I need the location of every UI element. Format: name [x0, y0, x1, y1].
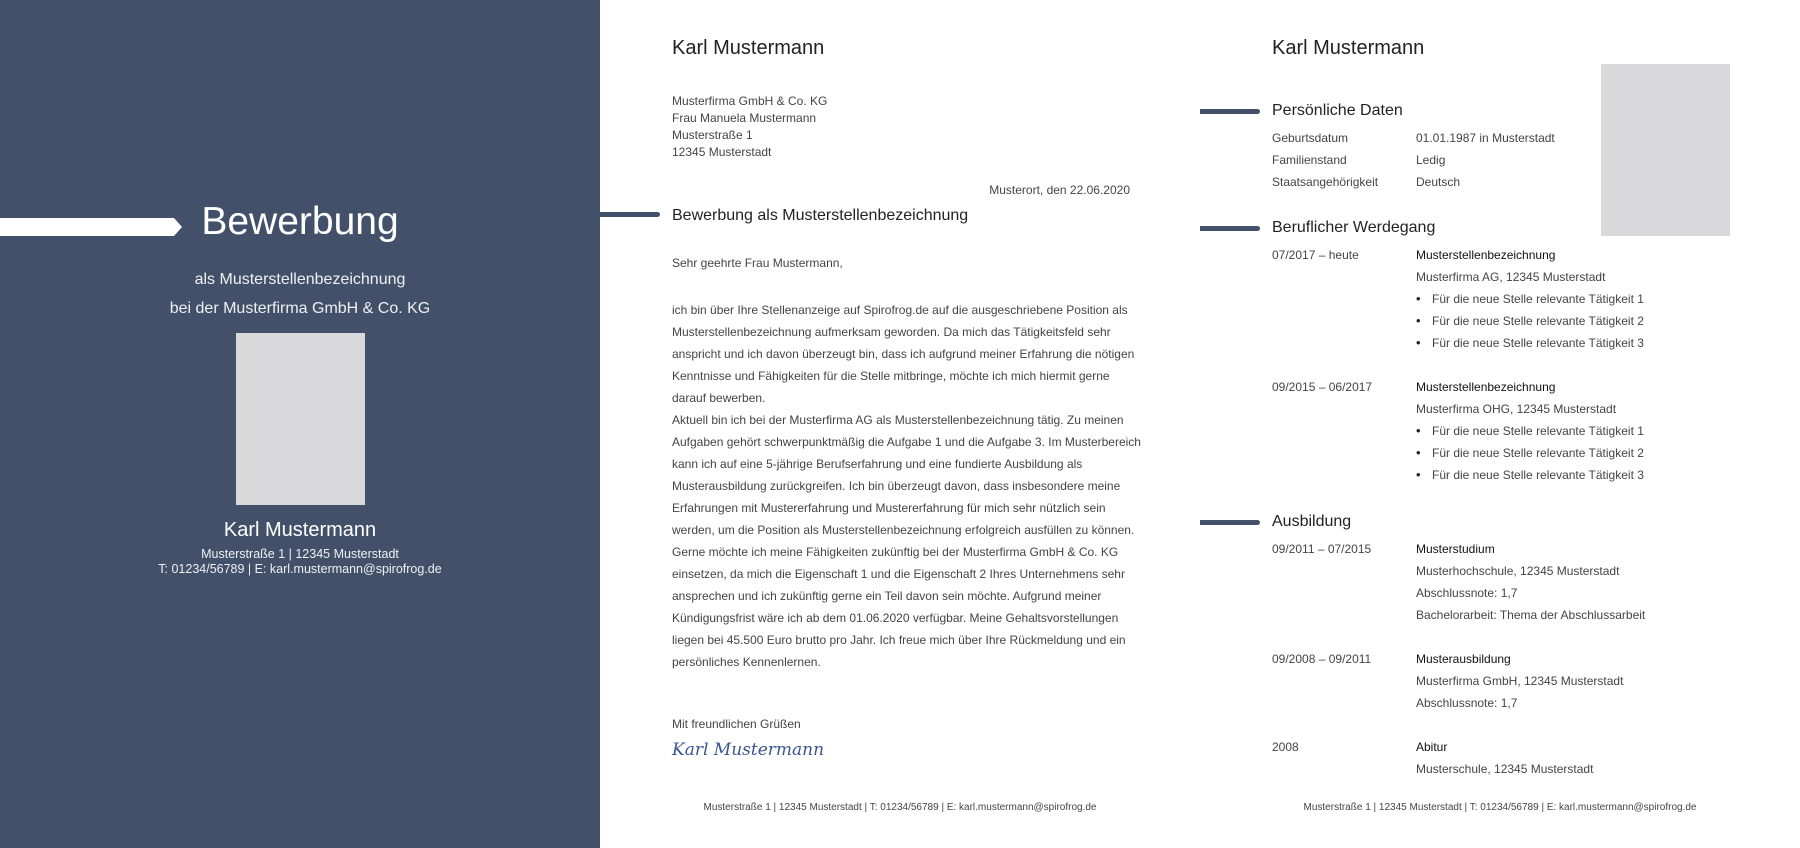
cover-page	[0, 0, 600, 848]
section-title-career: Beruflicher Werdegang	[1272, 219, 1436, 236]
education-detail: Abschlussnote: 1,7	[1416, 696, 1518, 710]
cover-contact: T: 01234/56789 | E: karl.mustermann@spirofrog.de	[158, 562, 442, 576]
education-detail: Musterhochschule, 12345 Musterstadt	[1416, 564, 1620, 578]
education-detail: Bachelorarbeit: Thema der Abschlussarbeit	[1416, 608, 1646, 622]
personal-value: Ledig	[1416, 153, 1446, 167]
personal-label: Staatsangehörigkeit	[1272, 175, 1379, 189]
recipient-person: Frau Manuela Mustermann	[672, 111, 817, 125]
education-title: Musterstudium	[1416, 542, 1495, 556]
cv-name: Karl Mustermann	[1272, 37, 1425, 59]
career-task: • Für die neue Stelle relevante Tätigkeit 3	[1432, 336, 1644, 350]
recipient-street: Musterstraße 1	[672, 128, 753, 142]
education-title: Abitur	[1416, 740, 1448, 754]
career-position: Musterstellenbezeichnung	[1416, 380, 1556, 394]
cover-photo-placeholder	[236, 333, 365, 505]
letter-body	[672, 299, 1142, 673]
career-company: Musterfirma OHG, 12345 Musterstadt	[1416, 402, 1617, 416]
letter-date: Musterort, den 22.06.2020	[989, 183, 1130, 197]
letter-footer: Musterstraße 1 | 12345 Musterstadt | T: 01234/56789 | E: karl.mustermann@spirofrog.de	[703, 802, 1097, 813]
section-accent-bar	[1200, 109, 1260, 114]
education-period: 09/2011 – 07/2015	[1272, 542, 1372, 556]
career-period: 07/2017 – heute	[1272, 248, 1359, 262]
cv-page	[1200, 0, 1800, 848]
career-task: • Für die neue Stelle relevante Tätigkeit 2	[1432, 446, 1644, 460]
career-company: Musterfirma AG, 12345 Musterstadt	[1416, 270, 1606, 284]
education-detail: Musterschule, 12345 Musterstadt	[1416, 762, 1594, 776]
cover-address: Musterstraße 1 | 12345 Musterstadt	[201, 547, 399, 561]
cover-subtitle-company: bei der Musterfirma GmbH & Co. KG	[169, 300, 431, 317]
recipient-city: 12345 Musterstadt	[672, 145, 772, 159]
personal-label: Familienstand	[1272, 153, 1347, 167]
letter-signature: Karl Mustermann	[672, 740, 825, 760]
career-task: • Für die neue Stelle relevante Tätigkeit 2	[1432, 314, 1644, 328]
career-position: Musterstellenbezeichnung	[1416, 248, 1556, 262]
personal-label: Geburtsdatum	[1272, 131, 1349, 145]
career-period: 09/2015 – 06/2017	[1272, 380, 1373, 394]
letter-sender-name: Karl Mustermann	[672, 37, 825, 59]
letter-closing: Mit freundlichen Grüßen	[672, 717, 801, 731]
career-task: • Für die neue Stelle relevante Tätigkeit 1	[1432, 424, 1644, 438]
cv-footer: Musterstraße 1 | 12345 Musterstadt | T: 01234/56789 | E: karl.mustermann@spirofrog.de	[1303, 802, 1697, 813]
education-detail: Abschlussnote: 1,7	[1416, 586, 1518, 600]
letter-recipient-block	[672, 93, 827, 161]
career-task: • Für die neue Stelle relevante Tätigkeit 1	[1432, 292, 1644, 306]
cover-letter-page	[600, 0, 1200, 848]
personal-value: Deutsch	[1416, 175, 1461, 189]
letter-paragraph: ich bin über Ihre Stellenanzeige auf Spirofrog.de auf die ausgeschriebene Position als Musterstellenbezeichnung aufmerksam geworden. Da mich das Tätigkeitsfeld sehr anspricht und ich davon überzeugt bin, dass ich aufgrund meiner Erfahrung die nötigen Kenntnisse und Fähigkeiten für die Stelle mitbringe, möchte ich mich hiermit gerne darauf bewerben.	[672, 303, 1135, 405]
personal-value: 01.01.1987 in Musterstadt	[1416, 131, 1555, 145]
education-period: 09/2008 – 09/2011	[1272, 652, 1372, 666]
cv-photo-placeholder	[1601, 64, 1730, 236]
education-period: 2008	[1272, 740, 1299, 754]
education-detail: Musterfirma GmbH, 12345 Musterstadt	[1416, 674, 1624, 688]
section-accent-bar	[1200, 520, 1260, 525]
education-title: Musterausbildung	[1416, 652, 1511, 666]
subject-accent-bar	[600, 212, 660, 217]
section-accent-bar	[1200, 226, 1260, 231]
career-task: • Für die neue Stelle relevante Tätigkeit 3	[1432, 468, 1644, 482]
letter-subject: Bewerbung als Musterstellenbezeichnung	[672, 207, 969, 224]
letter-salutation: Sehr geehrte Frau Mustermann,	[672, 256, 843, 270]
section-title-education: Ausbildung	[1272, 513, 1352, 530]
cover-name: Karl Mustermann	[223, 519, 377, 541]
cover-subtitle-position: als Musterstellenbezeichnung	[194, 271, 406, 288]
section-title-personal: Persönliche Daten	[1272, 102, 1403, 119]
cover-title: Bewerbung	[201, 200, 399, 243]
letter-paragraph: Aktuell bin ich bei der Musterfirma AG als Musterstellenbezeichnung tätig. Zu meinen Aufgaben gehört schwerpunktmäßig die Aufgabe 1 und die Aufgabe 3. Im Musterbereich kann ich auf eine 5-jährige Berufserfahrung und eine fundierte Ausbildung als Musterausbildung zurückgreifen. Ich bin überzeugt davon, dass insbesondere meine Erfahrungen mit Mustererfahrung und Mustererfahrung für mich sehr nützlich sein werden, um die Position als Musterstellenbezeichnung erfolgreich ausfüllen zu können.	[672, 413, 1141, 537]
recipient-company: Musterfirma GmbH & Co. KG	[672, 94, 828, 108]
letter-paragraph: Gerne möchte ich meine Fähigkeiten zukünftig bei der Musterfirma GmbH & Co. KG einsetzen, da mich die Eigenschaft 1 und die Eigenschaft 2 Ihres Unternehmens sehr ansprechen und ich zukünftig gerne ein Teil davon sein möchte. Aufgrund meiner Kündigungsfrist wäre ich ab dem 01.06.2020 verfügbar. Meine Gehaltsvorstellungen liegen bei 45.500 Euro brutto pro Jahr. Ich freue mich über Ihre Rückmeldung und ein persönliches Kennenlernen.	[672, 545, 1126, 669]
